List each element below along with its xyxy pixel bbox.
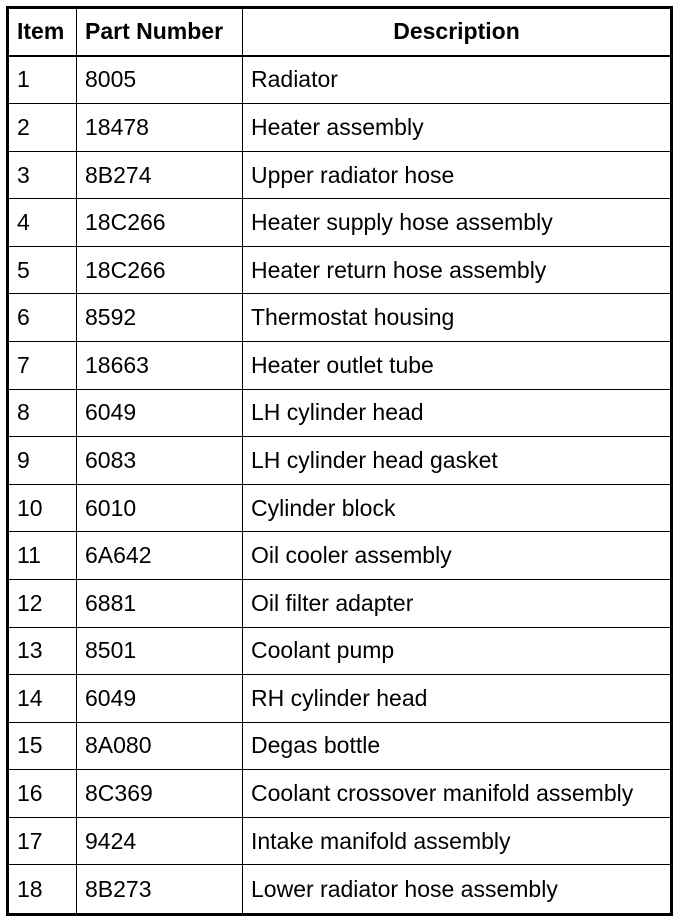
header-description: Description [243,9,670,57]
part-number-cell: 6A642 [77,532,243,580]
part-number-cell: 6083 [77,437,243,485]
item-cell: 4 [9,199,77,247]
item-cell: 2 [9,104,77,152]
description-cell: Oil cooler assembly [243,532,670,580]
description-cell: Oil filter adapter [243,580,670,628]
description-cell: RH cylinder head [243,675,670,723]
item-cell: 13 [9,628,77,676]
part-number-cell: 18C266 [77,199,243,247]
item-cell: 17 [9,818,77,866]
description-cell: Coolant pump [243,628,670,676]
item-cell: 12 [9,580,77,628]
part-number-cell: 18478 [77,104,243,152]
item-cell: 18 [9,865,77,913]
item-cell: 9 [9,437,77,485]
part-number-cell: 18663 [77,342,243,390]
part-number-cell: 6049 [77,675,243,723]
item-cell: 14 [9,675,77,723]
item-cell: 1 [9,57,77,105]
item-cell: 7 [9,342,77,390]
item-cell: 16 [9,770,77,818]
part-number-cell: 6010 [77,485,243,533]
description-cell: Heater outlet tube [243,342,670,390]
part-number-cell: 8C369 [77,770,243,818]
description-cell: Heater assembly [243,104,670,152]
description-cell: Lower radiator hose assembly [251,875,558,902]
description-cell: Radiator [243,57,670,105]
item-cell: 10 [9,485,77,533]
part-number-cell: 9424 [77,818,243,866]
description-cell: Thermostat housing [243,294,670,342]
description-cell: LH cylinder head gasket [243,437,670,485]
part-number-cell: 8592 [77,294,243,342]
item-cell: 6 [9,294,77,342]
description-cell: Cylinder block [243,485,670,533]
description-cell: Intake manifold assembly [243,818,670,866]
item-cell: 15 [9,723,77,771]
description-cell: Heater supply hose assembly [243,199,670,247]
header-part-number: Part Number [77,9,243,57]
item-cell: 3 [9,152,77,200]
description-cell: Upper radiator hose [243,152,670,200]
description-cell: Degas bottle [243,723,670,771]
description-cell: LH cylinder head [243,390,670,438]
item-cell: 11 [9,532,77,580]
part-number-cell: 6881 [77,580,243,628]
item-cell: 5 [9,247,77,295]
part-number-cell: 18C266 [77,247,243,295]
part-number-cell: 8B274 [77,152,243,200]
part-number-cell: 8005 [77,57,243,105]
header-item: Item [9,9,77,57]
part-number-cell: 8501 [77,628,243,676]
part-number-cell: 8B273 [77,865,243,913]
part-number-cell: 8A080 [77,723,243,771]
item-cell: 8 [9,390,77,438]
part-number-cell: 6049 [77,390,243,438]
description-cell: Coolant crossover manifold assembly [243,770,670,818]
parts-table [6,6,673,916]
description-cell: Heater return hose assembly [243,247,670,295]
